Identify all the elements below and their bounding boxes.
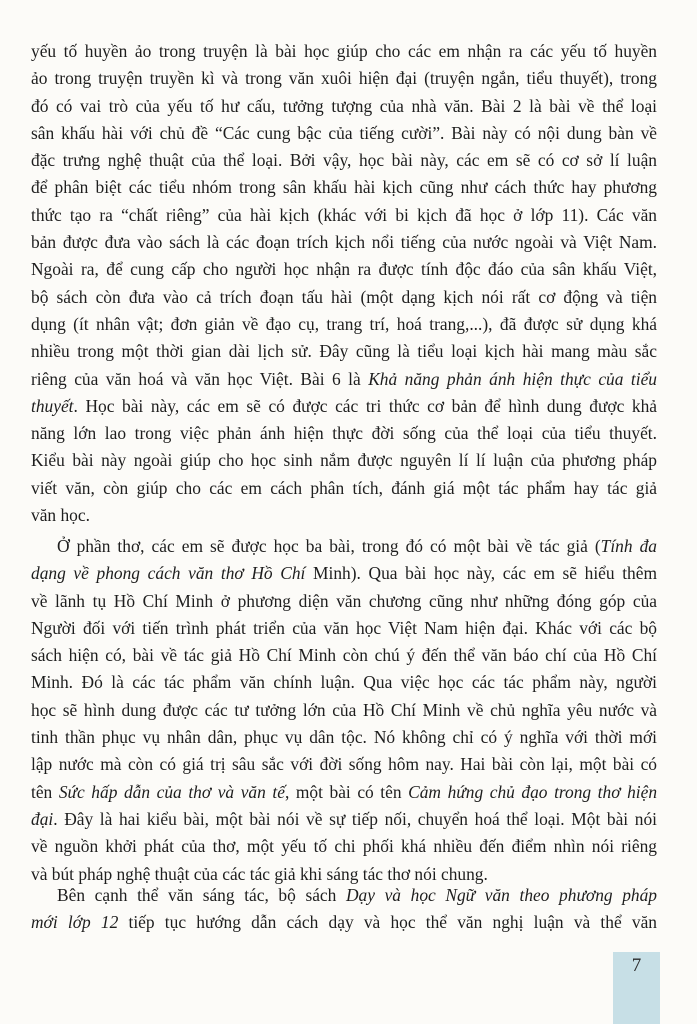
text-line	[31, 697, 657, 724]
text-run: học sẽ hình dung được các tư tưởng lớn của Hồ Chí Minh về chủ nghĩa yêu nước và	[31, 699, 657, 720]
text-line	[31, 560, 657, 587]
text-run: năng lớn lao trong việc phản ánh hiện thực đời sống của thể loại của tiểu thuyết.	[31, 423, 657, 444]
text-line	[31, 724, 657, 751]
text-line	[31, 751, 657, 778]
text-run: nhiều trong một thời gian dài lịch sử. Đây cũng là tiểu loại kịch hài mang màu sắc	[31, 341, 657, 362]
text-line	[31, 202, 657, 229]
text-line	[31, 882, 657, 909]
text-line	[31, 588, 657, 615]
text-run: tiếp tục hướng dẫn cách dạy và học thể văn nghị luận và thể văn	[118, 912, 657, 933]
text-line	[31, 65, 657, 92]
italic-title-text: đại	[31, 808, 54, 829]
text-line	[31, 475, 657, 502]
italic-title-text: Dạy và học Ngữ văn theo phương pháp	[345, 885, 657, 905]
text-run: bộ sách còn đưa vào cả trích đoạn tấu hài (một dạng kịch nói rất cơ động và tiện	[31, 286, 657, 307]
text-line	[31, 284, 657, 311]
text-run: tinh thần phục vụ nhân dân, phục vụ dân tộc. Nó không chỉ có ý nghĩa với thời mới	[31, 727, 657, 748]
text-run: Kiểu bài này ngoài giúp cho học sinh nắm được nguyên lí lí luận của phương pháp	[31, 450, 657, 471]
text-run: Minh. Đó là các tác phẩm văn chính luận. Qua việc học các tác phẩm này, người	[31, 672, 657, 693]
text-line	[31, 833, 657, 860]
italic-title-text: Cảm hứng chủ đạo trong thơ hiện	[408, 781, 657, 802]
page-number: 7	[631, 955, 642, 976]
text-line	[31, 533, 657, 560]
text-run: sân khấu hài với chủ đề “Các cung bậc của tiếng cười”. Bài này có nội dung bàn về	[31, 122, 657, 143]
text-line	[31, 147, 657, 174]
text-run: sách hiện có, bài về tác giả Hồ Chí Minh còn chú ý đến thể văn báo chí của Hồ Chí	[31, 645, 657, 666]
text-line	[31, 120, 657, 147]
text-run: về nguồn khởi phát của thơ, một yếu tố chi phối khá nhiều đến điểm nhìn nói riêng	[31, 836, 657, 857]
italic-title-text: dạng về phong cách văn thơ Hồ Chí	[31, 563, 314, 584]
text-run: về lãnh tụ Hồ Chí Minh ở phương diện văn chương cũng như những đóng góp của	[31, 590, 657, 611]
italic-title-text: mới lớp 12	[31, 912, 119, 933]
text-run: bản được đưa vào sách là các đoạn trích kịch nổi tiếng của nước ngoài và Việt Nam.	[31, 232, 657, 253]
text-run: . Học bài này, các em sẽ có được các tri thức cơ bản để hình dung được khả	[73, 395, 657, 416]
text-run: riêng của văn hoá và văn học Việt. Bài 6 là	[31, 368, 369, 389]
text-run: Ở phần thơ, các em sẽ được học ba bài, trong đó có một bài về tác giả (	[57, 536, 601, 556]
italic-title-text: Tính đa	[600, 536, 657, 556]
text-line	[31, 420, 657, 447]
text-line	[31, 502, 657, 529]
text-run: Bên cạnh thể văn sáng tác, bộ sách	[57, 885, 346, 905]
text-line	[31, 909, 657, 936]
text-line	[31, 38, 657, 65]
text-line	[31, 779, 657, 806]
text-run: . Đây là hai kiểu bài, một bài nói về sự tiếp nối, chuyển hoá thể loại. Một bài nói	[53, 808, 657, 829]
italic-title-text: Khả năng phản ánh hiện thực của tiểu	[368, 368, 657, 389]
text-line	[31, 338, 657, 365]
text-run: tên	[31, 781, 59, 802]
text-run: Minh). Qua bài học này, các em sẽ hiểu thêm	[313, 563, 657, 584]
text-run: yếu tố huyền ảo trong truyện là bài học giúp cho các em nhận ra các yếu tố huyền	[31, 41, 657, 61]
text-run: đặc trưng nghệ thuật của thể loại. Bởi vậy, học bài này, các em sẽ có cơ sở lí luận	[31, 150, 657, 171]
text-line	[31, 311, 657, 338]
text-line	[31, 229, 657, 256]
text-line	[31, 615, 657, 642]
text-run: Ngoài ra, để cung cấp cho người học nhận ra được tính độc đáo của sân khấu Việt,	[31, 259, 657, 280]
italic-title-text: Sức hấp dẫn của thơ và văn tế	[58, 781, 285, 802]
text-run: đó có vai trò của yếu tố hư cấu, tưởng tượng của nhà văn. Bài 2 là bài về thể loại	[31, 95, 657, 116]
text-line	[31, 393, 657, 420]
text-line	[31, 447, 657, 474]
text-run: để phân biệt các tiểu nhóm trong sân khấu hài kịch cũng như cách thức hay phương	[31, 177, 657, 198]
text-line	[31, 366, 657, 393]
text-run: dụng (ít nhân vật; đơn giản về đạo cụ, trang trí, hoá trang,...), đã được sử dụng khá	[31, 313, 657, 334]
text-run: và bút pháp nghệ thuật của các tác giả khi sáng tác thơ nói chung.	[31, 863, 488, 884]
text-run: Người đối với tiến trình phát triển của văn học Việt Nam hiện đại. Khác với các bộ	[31, 617, 657, 638]
paragraph-argumentative-writing	[31, 882, 657, 937]
paragraph-prose-lessons	[31, 38, 657, 529]
text-line	[31, 669, 657, 696]
text-run: thức tạo ra “chất riêng” của hài kịch (khác với bi kịch đã học ở lớp 11). Các văn	[31, 204, 657, 225]
text-line	[31, 93, 657, 120]
text-run: ảo trong truyện truyền kì và trong văn xuôi hiện đại (truyện ngắn, tiểu thuyết), trong	[31, 68, 657, 89]
text-line	[31, 806, 657, 833]
text-line	[31, 256, 657, 283]
text-run: , một bài có tên	[284, 781, 409, 802]
text-line	[31, 174, 657, 201]
text-run: văn học.	[31, 505, 90, 526]
text-line	[31, 642, 657, 669]
text-run: lập nước mà còn có giá trị sâu sắc với đời sống hôm nay. Hai bài còn lại, một bài có	[31, 754, 657, 775]
text-run: viết văn, còn giúp cho các em cách phân tích, đánh giá một tác phẩm hay tác giả	[31, 477, 657, 498]
italic-title-text: thuyết	[31, 395, 74, 416]
paragraph-poetry-lessons	[31, 533, 657, 888]
